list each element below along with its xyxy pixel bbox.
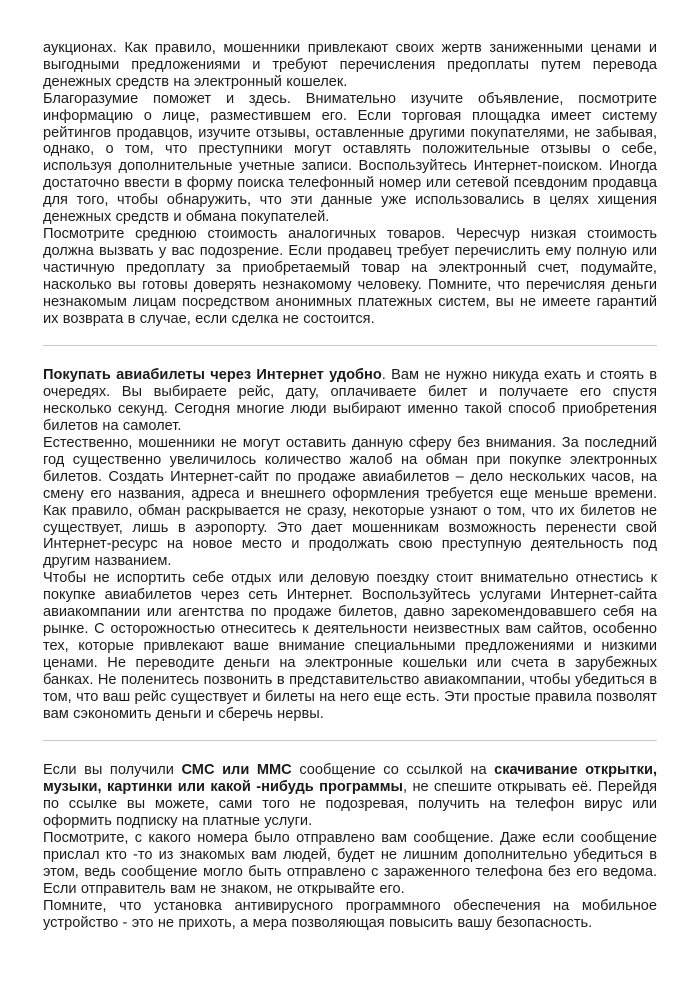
paragraph [43, 226, 657, 327]
text-run: Благоразумие поможет и здесь. Внимательно изучите объявление, посмотрите информацию о лице, разместившем его. Если торговая площадка имеет систему рейтингов продавцов, изучите отзывы, оставленные другими покупателями, не забывая, однако, о том, что преступники могут оставлять положительные отзывы о себе, используя дополнительные учетные записи. Воспользуйтесь Интернет-поиском. Иногда достаточно ввести в форму поиска телефонный номер или сетевой псевдоним продавца для того, чтобы обнаружить, что эти данные уже использовались в целях хищения денежных средств и обмана покупателей. [43, 90, 657, 226]
paragraph [43, 898, 657, 932]
paragraph [43, 367, 657, 435]
paragraph [43, 830, 657, 898]
text-run: Посмотрите среднюю стоимость аналогичных товаров. Чересчур низкая стоимость должна вызвать у вас подозрение. Если продавец требует перечислить ему полную или частичную предоплату за приобретаемый товар на электронный счет, подумайте, насколько вы готовы доверять незнакомому человеку. Помните, что перечисляя деньги незнакомым лицам посредством анонимных платежных систем, вы не имеете гарантий их возврата в случае, если сделка не состоится. [43, 225, 657, 327]
document-body [43, 40, 657, 932]
section-divider [43, 345, 657, 346]
bold-text-run: скачивание открытки, музыки, картинки или какой -нибудь программы [43, 762, 657, 796]
paragraph [43, 40, 657, 91]
paragraph [43, 91, 657, 226]
text-run: Естественно, мошенники не могут оставить данную сферу без внимания. За последний год существенно увеличилось количество жалоб на обман при покупке электронных билетов. Создать Интернет-сайт по продаже авиабилетов – дело нескольких часов, на смену его названия, адреса и внешнего оформления требуется еще меньше времени. Как правило, обман раскрывается не сразу, некоторые узнают о том, что их билетов не существует, лишь в аэропорту. Это дает мошенникам возможность перенести свой Интернет-ресурс на новое место и продолжать свою преступную деятельность под другим названием. [43, 435, 657, 570]
paragraph [43, 570, 657, 722]
text-run: , не спешите открывать её. Перейдя по ссылке вы можете, сами того не подозревая, получить на телефон вирус или оформить подписку на платные услуги. [43, 779, 657, 830]
text-run: Чтобы не испортить себе отдых или деловую поездку стоит внимательно отнестись к покупке авиабилетов через сеть Интернет. Воспользуйтесь услугами Интернет-сайта авиакомпании или агентства по продаже билетов, давно зарекомендовавшего себя на рынке. С осторожностью отнеситесь к деятельности неизвестных вам сайтов, особенно тех, которые привлекают ваше внимание специальными предложениями и низкими ценами. Не переводите деньги на электронные кошельки или счета в зарубежных банках. Не поленитесь позвонить в представительство авиакомпании, чтобы убедиться в том, что ваш рейс существует и билеты на него еще есть. Эти простые правила позволят вам сэкономить деньги и сберечь нервы. [43, 570, 657, 722]
text-run: Помните, что установка антивирусного программного обеспечения на мобильное устройство - это не прихоть, а мера позволяющая повысить вашу безопасность. [43, 897, 657, 931]
text-run: . Вам не нужно никуда ехать и стоять в очередях. Вы выбираете рейс, дату, оплачиваете билет и получаете его спустя несколько секунд. Сегодня многие люди выбирают именно такой способ приобретения билетов на самолет. [43, 367, 658, 435]
bold-text-run: СМС или ММС [181, 762, 292, 779]
section-divider [43, 740, 657, 741]
text-run: Если вы получили [43, 762, 182, 779]
document-section [43, 40, 657, 327]
paragraph [43, 762, 657, 830]
text-run: сообщение со ссылкой на [291, 762, 495, 779]
text-run: Посмотрите, с какого номера было отправлено вам сообщение. Даже если сообщение прислал кто -то из знакомых вам людей, будет не лишним дополнительно убедиться в этом, ведь сообщение могло быть отправлено с зараженного телефона без его ведома. Если отправитель вам не знаком, не открывайте его. [43, 830, 657, 897]
text-run: аукционах. Как правило, мошенники привлекают своих жертв заниженными ценами и выгодными предложениями и требуют перечисления предоплаты путем перевода денежных средств на электронный кошелек. [43, 40, 657, 90]
paragraph [43, 435, 657, 570]
document-section [43, 762, 657, 931]
document-section [43, 367, 657, 722]
bold-text-run: Покупать авиабилеты через Интернет удобно [43, 367, 382, 384]
